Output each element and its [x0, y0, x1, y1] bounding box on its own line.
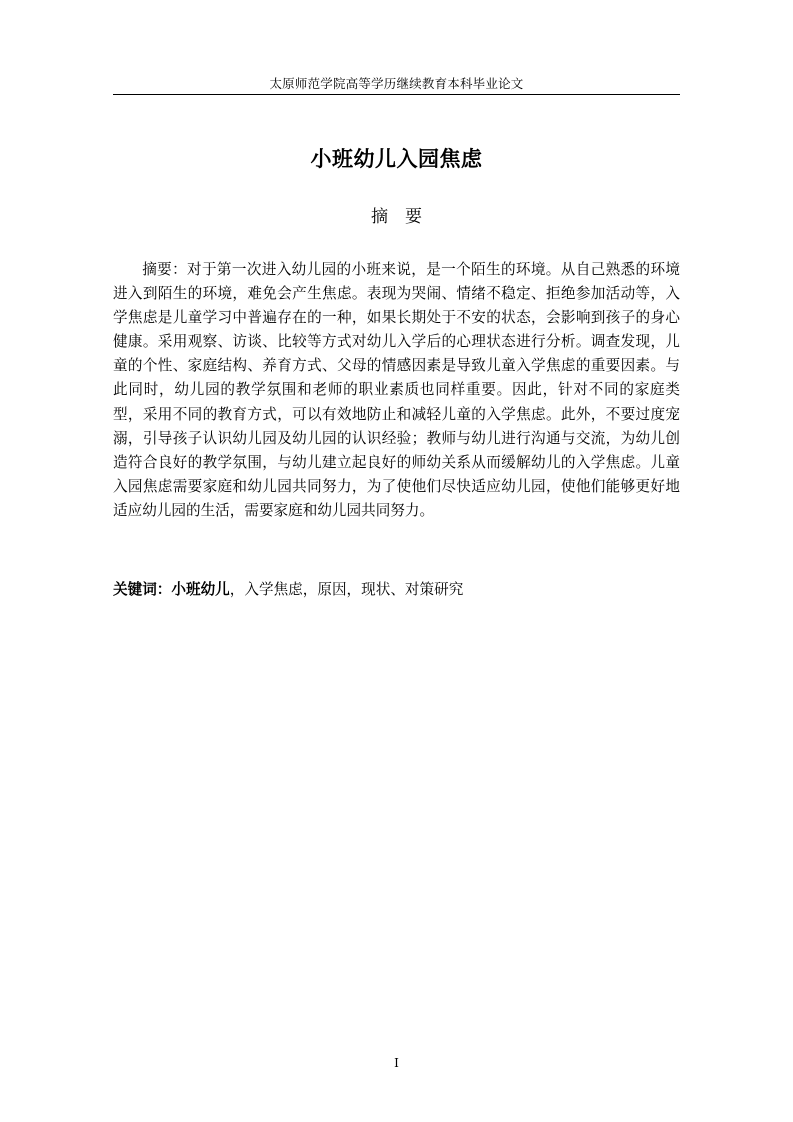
paper-title: 小班幼儿入园焦虑	[310, 147, 483, 171]
header-rule	[113, 94, 680, 95]
keywords-list: ，入学焦虑，原因，现状、对策研究	[229, 581, 464, 598]
abstract-body: 摘要：对于第一次进入幼儿园的小班来说，是一个陌生的环境。从自己熟悉的环境进入到陌生的环境，难免会产生焦虑。表现为哭闹、情绪不稳定、拒绝参加活动等，入学焦虑是儿童学习中普遍存在的一种，如果长期处于不安的状态，会影响到孩子的身心健康。采用观察、访谈、比较等方式对幼儿入学后的心理状态进行分析。调查发现，儿童的个性、家庭结构、养育方式、父母的情感因素是导致儿童入学焦虑的重要因素。与此同时，幼儿园的教学氛围和老师的职业素质也同样重要。因此，针对不同的家庭类型，采用不同的教育方式，可以有效地防止和减轻儿童的入学焦虑。此外，不要过度宠溺，引导孩子认识幼儿园及幼儿园的认识经验；教师与幼儿进行沟通与交流，为幼儿创造符合良好的教学氛围，与幼儿建立起良好的师幼关系从而缓解幼儿的入学焦虑。儿童入园焦虑需要家庭和幼儿园共同努力，为了使他们尽快适应幼儿园，使他们能够更好地适应幼儿园的生活，需要家庭和幼儿园共同努力。	[113, 261, 680, 519]
keyword-primary: 小班幼儿	[171, 581, 230, 598]
page-number: I	[394, 1056, 399, 1070]
running-header: 太原师范学院高等学历继续教育本科毕业论文	[269, 76, 524, 91]
keywords-line	[113, 578, 680, 602]
keywords-label: 关键词：	[113, 581, 172, 598]
abstract-heading: 摘要	[371, 207, 439, 227]
